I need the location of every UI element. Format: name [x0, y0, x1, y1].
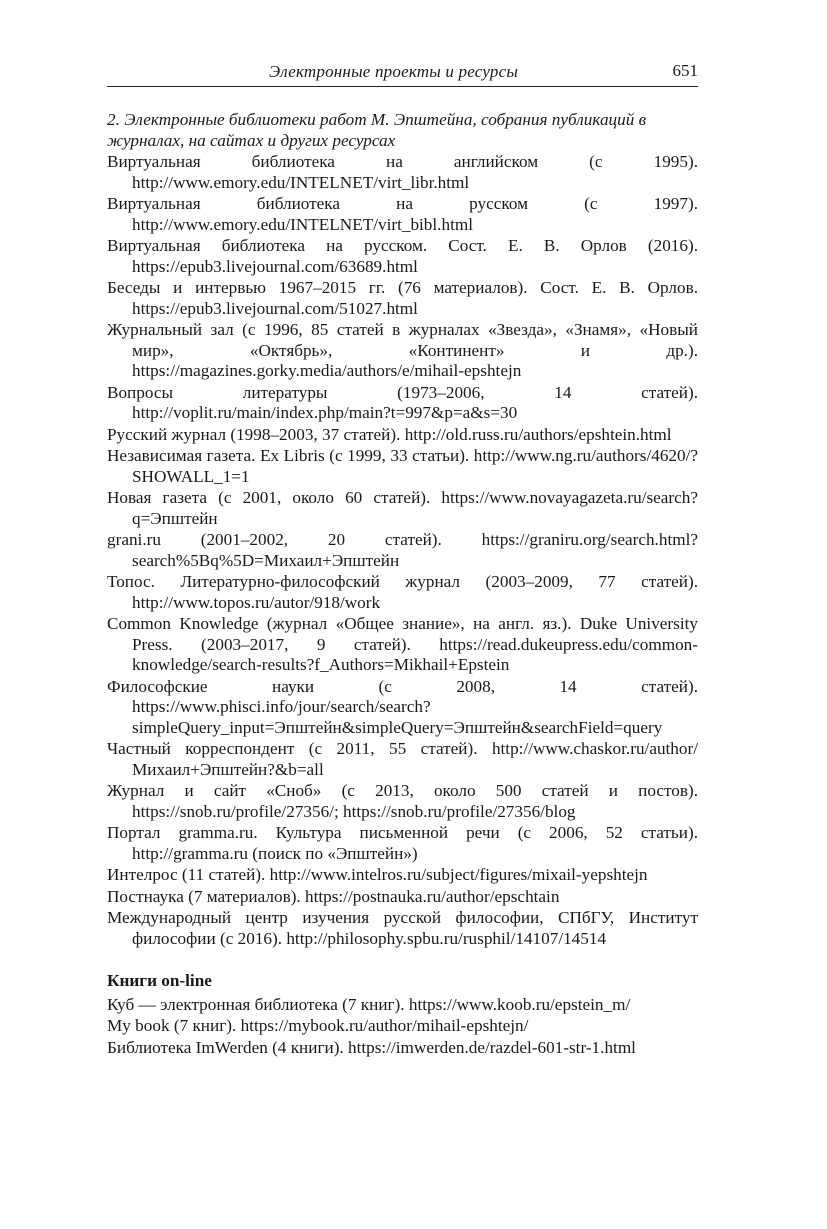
page-header — [107, 58, 698, 87]
list-item: Топос. Литературно-философский журнал (2003–2009, 77 статей). http://www.topos.ru/autor/918/work — [107, 572, 698, 612]
list-item: Русский журнал (1998–2003, 37 статей). http://old.russ.ru/authors/epshtein.html — [107, 424, 672, 444]
list-item: My book (7 книг). https://mybook.ru/author/mihail-epshtejn/ — [107, 1016, 529, 1035]
list-item: Портал gramma.ru. Культура письменной речи (с 2006, 52 статьи). http://gramma.ru (поиск по «Эпштейн») — [107, 823, 698, 863]
list-item: Новая газета (с 2001, около 60 статей). https://www.novayagazeta.ru/search?q=Эпштейн — [107, 488, 698, 528]
list-item: Частный корреспондент (с 2011, 55 статей). http://www.chaskor.ru/author/Михаил+Эпштейн?&b=all — [107, 739, 698, 779]
list-item: Виртуальная библиотека на русском (с 1997). http://www.emory.edu/INTELNET/virt_bibl.html — [107, 194, 698, 234]
list-item: Common Knowledge (журнал «Общее знание», на англ. яз.). Duke University Press. (2003–2017, 9 статей). https://read.dukeupress.edu/common-knowledge/search-results?f_Authors=Mikhail+Epstein — [107, 614, 698, 674]
list-item: Международный центр изучения русской философии, СПбГУ, Институт философии (с 2016). http://philosophy.spbu.ru/rusphil/14107/14514 — [107, 908, 698, 948]
list-item: Куб — электронная библиотека (7 книг). https://www.koob.ru/epstein_m/ — [107, 994, 631, 1014]
list-item: Вопросы литературы (1973–2006, 14 статей). http://voplit.ru/main/index.php/main?t=997&p=a&s=30 — [107, 382, 698, 422]
books-heading: Книги on-line — [107, 971, 212, 990]
section-title: 2. Электронные библиотеки работ М. Эпштейна, собрания публикаций в журналах, на сайтах и других ресурсах — [107, 110, 647, 150]
list-item: Постнаука (7 материалов). https://postnauka.ru/author/epschtain — [107, 886, 560, 906]
list-item: Интелрос (11 статей). http://www.intelros.ru/subject/figures/mixail-yepshtejn — [107, 865, 648, 884]
list-item: Независимая газета. Ex Libris (с 1999, 33 статьи). http://www.ng.ru/authors/4620/?SHOWALL_1=1 — [107, 446, 698, 486]
list-item: Беседы и интервью 1967–2015 гг. (76 материалов). Сост. Е. В. Орлов. https://epub3.livejournal.com/51027.html — [107, 278, 698, 318]
page-number: 651 — [672, 61, 698, 80]
list-item: Виртуальная библиотека на английском (с 1995). http://www.emory.edu/INTELNET/virt_libr.html — [107, 152, 698, 192]
list-item: grani.ru (2001–2002, 20 статей). https://graniru.org/search.html?search%5Bq%5D=Михаил+Эпштейн — [107, 530, 698, 570]
list-item: Журнальный зал (с 1996, 85 статей в журналах «Звезда», «Знамя», «Новый мир», «Октябрь», «Континент» и др.). https://magazines.gorky.media/authors/e/mihail-epshtejn — [107, 320, 698, 380]
list-item: Виртуальная библиотека на русском. Сост. Е. В. Орлов (2016). https://epub3.livejournal.com/63689.html — [107, 236, 698, 276]
list-item: Философские науки (с 2008, 14 статей). https://www.phisci.info/jour/search/search?simpleQuery_input=Эпштейн&simpleQuery=Эпштейн&searchField=query — [107, 676, 698, 737]
running-title: Электронные проекты и ресурсы — [269, 62, 519, 81]
list-item: Журнал и сайт «Сноб» (с 2013, около 500 статей и постов). https://snob.ru/profile/27356/; https://snob.ru/profile/27356/blog — [107, 781, 698, 821]
books-list — [107, 995, 698, 1059]
page-content — [107, 110, 698, 1058]
library-list — [107, 152, 698, 949]
list-item: Библиотека ImWerden (4 книги). https://imwerden.de/razdel-601-str-1.html — [107, 1037, 636, 1057]
